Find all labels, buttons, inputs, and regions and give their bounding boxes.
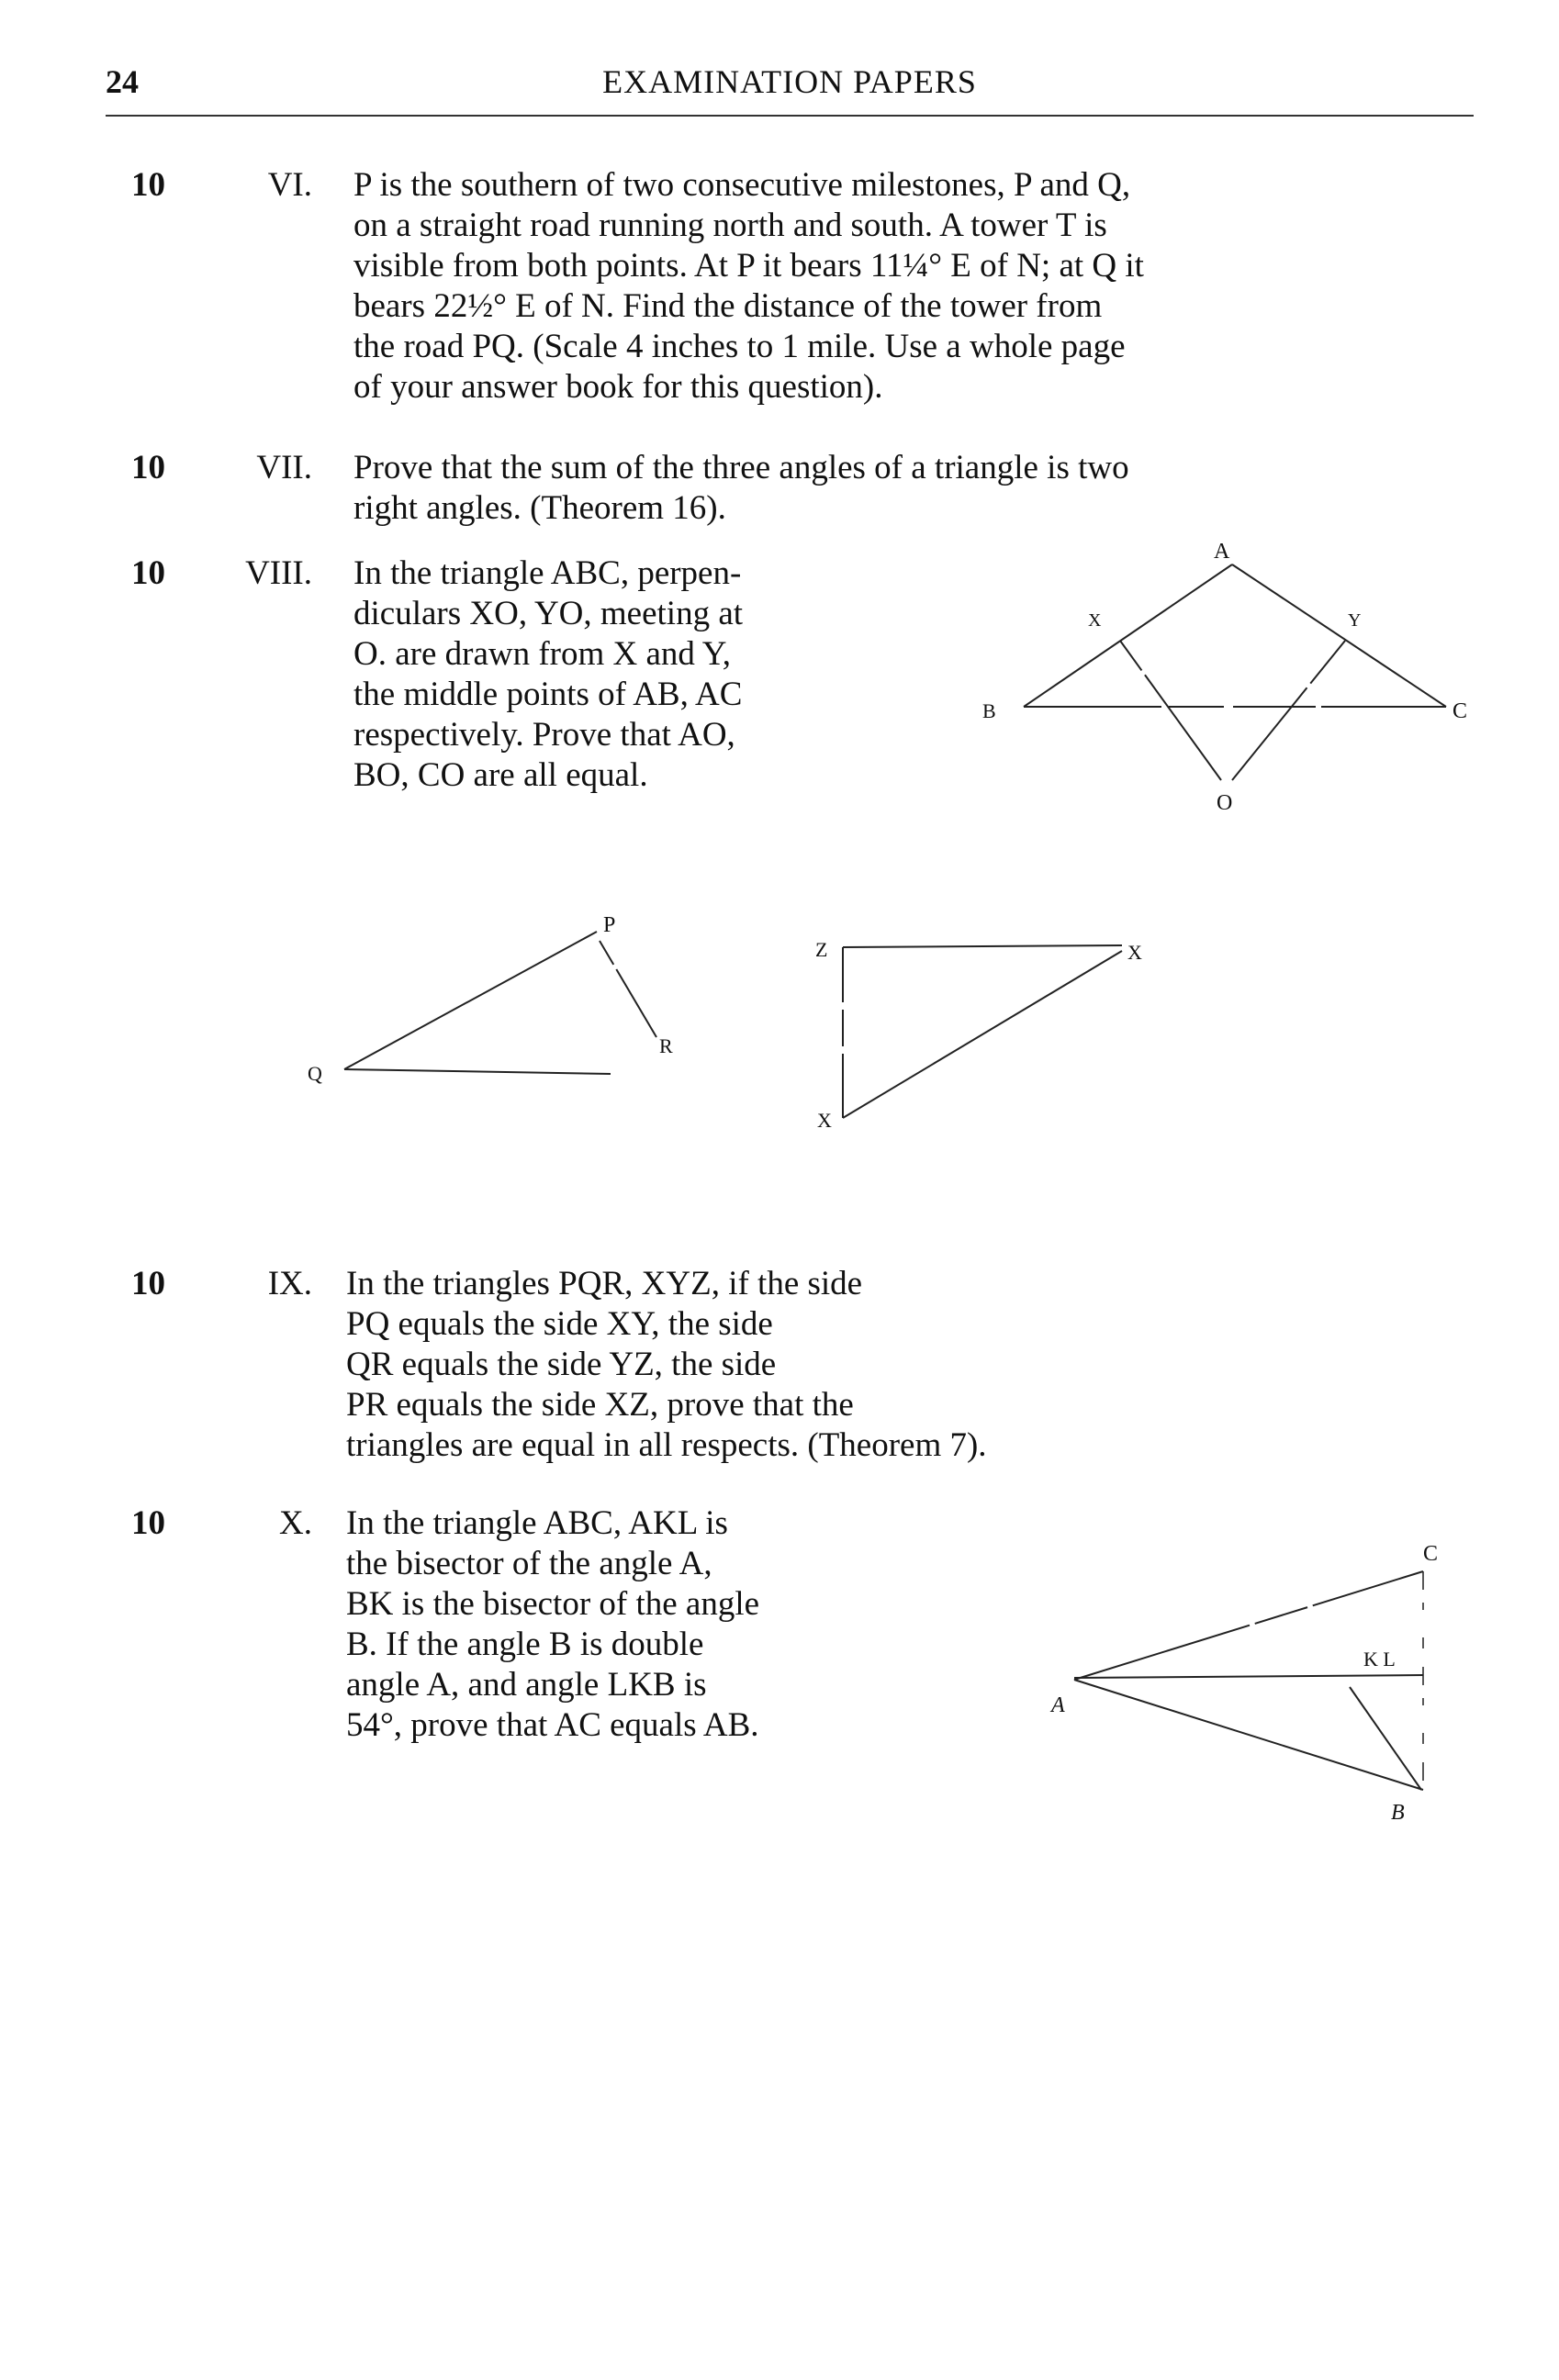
label-o: O xyxy=(1217,791,1233,815)
question-8-number: VIII. xyxy=(245,554,312,592)
question-line: P is the southern of two consecutive milestones, P and Q, xyxy=(353,166,1131,204)
question-line: right angles. (Theorem 16). xyxy=(353,489,726,527)
question-9-marks: 10 xyxy=(131,1265,165,1302)
side-ab xyxy=(1074,1680,1423,1790)
label-b: B xyxy=(1391,1801,1405,1825)
question-line: the middle points of AB, AC xyxy=(353,676,743,713)
question-7-marks: 10 xyxy=(131,449,165,486)
question-line: In the triangles PQR, XYZ, if the side xyxy=(346,1265,863,1302)
question-line: respectively. Prove that AO, xyxy=(353,716,735,754)
bisector-akl xyxy=(1074,1675,1423,1678)
question-line: 54°, prove that AC equals AB. xyxy=(346,1706,759,1744)
triangle-abc-perpendiculars-figure xyxy=(964,532,1478,826)
label-y: X xyxy=(1127,941,1142,964)
label-x: X xyxy=(1088,610,1102,631)
header-rule xyxy=(106,115,1474,117)
page-header xyxy=(106,62,1474,108)
side-ab xyxy=(1024,564,1232,707)
perpendicular-xo xyxy=(1120,641,1221,780)
question-7-number: VII. xyxy=(256,449,312,486)
question-6-marks: 10 xyxy=(131,166,165,204)
label-kl: K L xyxy=(1363,1648,1396,1670)
side-pr xyxy=(600,941,656,1037)
label-a: A xyxy=(1051,1693,1065,1717)
triangle-xyz-figure xyxy=(799,918,1184,1138)
side-xy xyxy=(843,951,1122,1118)
question-10-text xyxy=(346,1503,759,1746)
question-10-marks: 10 xyxy=(131,1504,165,1542)
question-line: QR equals the side YZ, the side xyxy=(346,1346,777,1383)
label-q: Q xyxy=(308,1062,322,1085)
label-c: C xyxy=(1452,699,1468,723)
question-6-text xyxy=(353,165,1144,408)
label-p: P xyxy=(603,913,616,937)
side-qr xyxy=(344,1069,611,1074)
perpendicular-yo xyxy=(1232,641,1345,780)
label-y: Y xyxy=(1348,610,1362,631)
question-6-number: VI. xyxy=(267,166,312,204)
question-line: BO, CO are all equal. xyxy=(353,756,648,794)
question-line: B. If the angle B is double xyxy=(346,1626,704,1663)
side-ac xyxy=(1232,564,1446,707)
question-line: In the triangle ABC, perpen- xyxy=(353,554,742,592)
question-9-number: IX. xyxy=(267,1265,312,1302)
question-line: visible from both points. At P it bears 11¼° E of N; at Q it xyxy=(353,247,1144,285)
question-line: on a straight road running north and south. A tower T is xyxy=(353,207,1107,244)
question-line: diculars XO, YO, meeting at xyxy=(353,595,744,632)
label-x: X xyxy=(817,1109,832,1132)
question-line: In the triangle ABC, AKL is xyxy=(346,1504,728,1542)
question-9-text xyxy=(346,1264,987,1466)
question-line: PQ equals the side XY, the side xyxy=(346,1305,773,1343)
question-7-text xyxy=(353,448,1129,529)
question-line: PR equals the side XZ, prove that the xyxy=(346,1386,854,1424)
question-line: triangles are equal in all respects. (Theorem 7). xyxy=(346,1426,987,1464)
question-line: O. are drawn from X and Y, xyxy=(353,635,731,673)
triangle-pqr-figure xyxy=(294,904,707,1097)
question-10-number: X. xyxy=(279,1504,312,1542)
question-line: the bisector of the angle A, xyxy=(346,1545,712,1582)
page-number: 24 xyxy=(106,63,139,100)
question-line: the road PQ. (Scale 4 inches to 1 mile. Use a whole page xyxy=(353,328,1126,365)
question-8-marks: 10 xyxy=(131,554,165,592)
question-line: angle A, and angle LKB is xyxy=(346,1666,707,1704)
question-8-text xyxy=(353,553,743,796)
label-r: R xyxy=(659,1034,673,1057)
label-c: C xyxy=(1423,1542,1439,1566)
label-b: B xyxy=(982,699,996,722)
side-zy xyxy=(843,945,1122,947)
bisector-bk xyxy=(1350,1687,1421,1790)
label-a: A xyxy=(1214,540,1230,564)
question-line: bears 22½° E of N. Find the distance of the tower from xyxy=(353,287,1103,325)
side-qp xyxy=(344,932,597,1069)
question-line: Prove that the sum of the three angles of a triangle is two xyxy=(353,449,1129,486)
question-line: BK is the bisector of the angle xyxy=(346,1585,760,1623)
running-title: EXAMINATION PAPERS xyxy=(602,63,977,100)
question-line: of your answer book for this question). xyxy=(353,368,883,406)
triangle-abc-bisectors-figure xyxy=(1037,1533,1460,1827)
label-z: Z xyxy=(815,938,828,961)
